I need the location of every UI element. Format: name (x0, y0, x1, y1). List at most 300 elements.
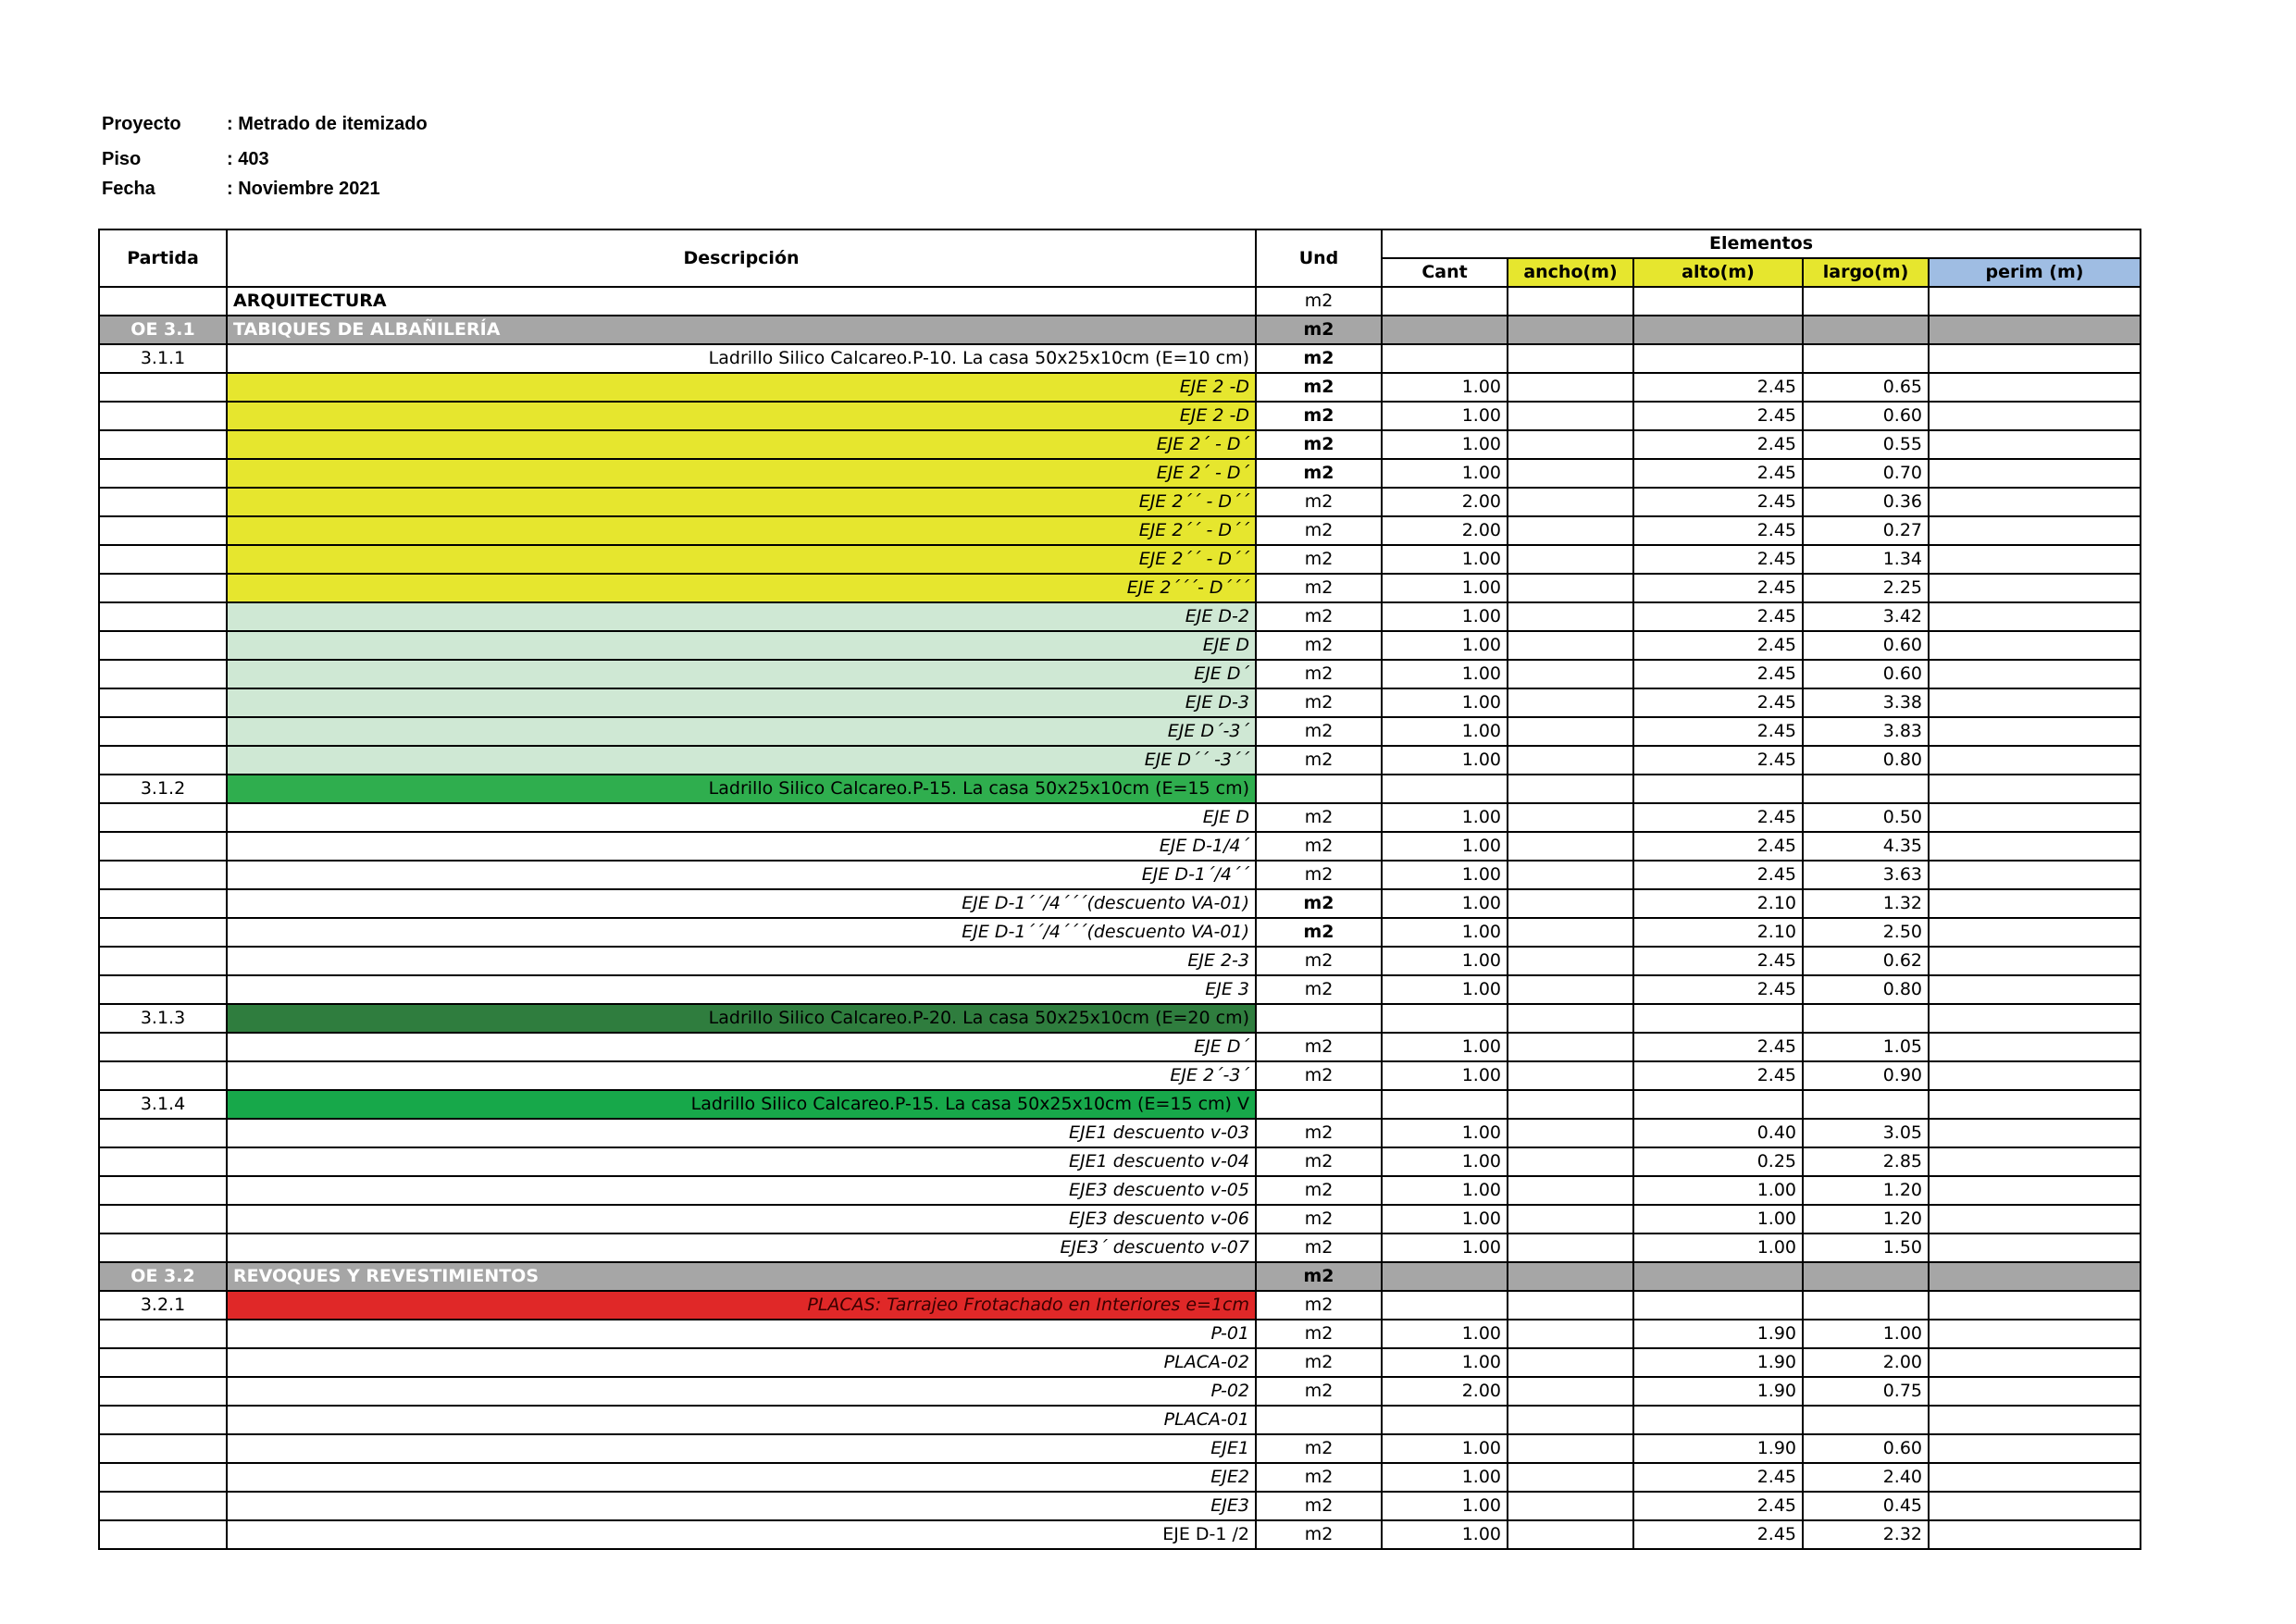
unit-cell: m2 (1256, 488, 1382, 516)
largo-cell: 1.32 (1803, 889, 1929, 918)
perim-cell (1929, 631, 2141, 660)
header-elementos: Elementos (1382, 229, 2141, 258)
alto-cell (1633, 775, 1803, 803)
partida-cell: 3.1.3 (99, 1004, 227, 1033)
largo-cell: 0.75 (1803, 1377, 1929, 1406)
largo-cell (1803, 316, 1929, 344)
largo-cell (1803, 287, 1929, 316)
perim-cell (1929, 1233, 2141, 1262)
ancho-cell (1508, 1205, 1633, 1233)
perim-cell (1929, 746, 2141, 775)
cant-cell: 1.00 (1382, 803, 1508, 832)
unit-cell: m2 (1256, 402, 1382, 430)
largo-cell: 0.50 (1803, 803, 1929, 832)
partida-cell (99, 602, 227, 631)
largo-cell: 1.00 (1803, 1320, 1929, 1348)
perim-cell (1929, 602, 2141, 631)
description-cell: EJE 3 (227, 975, 1256, 1004)
largo-cell: 0.90 (1803, 1061, 1929, 1090)
partida-cell (99, 287, 227, 316)
table-row (99, 1520, 2141, 1549)
partida-cell (99, 1233, 227, 1262)
largo-cell: 1.20 (1803, 1205, 1929, 1233)
ancho-cell (1508, 660, 1633, 688)
unit-cell: m2 (1256, 1348, 1382, 1377)
description-cell: EJE D-2 (227, 602, 1256, 631)
perim-cell (1929, 947, 2141, 975)
partida-cell (99, 1320, 227, 1348)
ancho-cell (1508, 488, 1633, 516)
largo-cell: 1.20 (1803, 1176, 1929, 1205)
partida-cell (99, 631, 227, 660)
largo-cell: 1.50 (1803, 1233, 1929, 1262)
largo-cell: 0.62 (1803, 947, 1929, 975)
largo-cell: 0.70 (1803, 459, 1929, 488)
largo-cell: 3.05 (1803, 1119, 1929, 1147)
largo-cell (1803, 1262, 1929, 1291)
alto-cell: 2.45 (1633, 373, 1803, 402)
ancho-cell (1508, 1377, 1633, 1406)
project-value: : Metrado de itemizado (227, 113, 428, 134)
perim-cell (1929, 832, 2141, 861)
cant-cell: 1.00 (1382, 430, 1508, 459)
alto-cell: 2.45 (1633, 861, 1803, 889)
partida-cell (99, 459, 227, 488)
largo-cell: 1.34 (1803, 545, 1929, 574)
cant-cell: 1.00 (1382, 1061, 1508, 1090)
metrado-table (98, 229, 2141, 1550)
alto-cell: 1.00 (1633, 1176, 1803, 1205)
alto-cell: 2.45 (1633, 1463, 1803, 1492)
largo-cell: 0.36 (1803, 488, 1929, 516)
unit-cell: m2 (1256, 1492, 1382, 1520)
floor-label: Piso (102, 148, 142, 169)
table-row (99, 1147, 2141, 1176)
cant-cell (1382, 1262, 1508, 1291)
cant-cell: 1.00 (1382, 1492, 1508, 1520)
unit-cell: m2 (1256, 1434, 1382, 1463)
description-cell: TABIQUES DE ALBAÑILERÍA (227, 316, 1256, 344)
ancho-cell (1508, 775, 1633, 803)
unit-cell: m2 (1256, 574, 1382, 602)
partida-cell (99, 1348, 227, 1377)
cant-cell: 1.00 (1382, 545, 1508, 574)
description-cell: EJE 2´ - D´ (227, 459, 1256, 488)
perim-cell (1929, 1033, 2141, 1061)
cant-cell: 2.00 (1382, 488, 1508, 516)
cant-cell: 1.00 (1382, 373, 1508, 402)
unit-cell: m2 (1256, 1377, 1382, 1406)
header-alto: alto(m) (1633, 258, 1803, 287)
ancho-cell (1508, 1406, 1633, 1434)
floor-value: : 403 (227, 148, 269, 169)
description-cell: EJE2 (227, 1463, 1256, 1492)
alto-cell (1633, 1291, 1803, 1320)
cant-cell: 1.00 (1382, 1176, 1508, 1205)
description-cell: ARQUITECTURA (227, 287, 1256, 316)
unit-cell: m2 (1256, 688, 1382, 717)
cant-cell: 1.00 (1382, 1348, 1508, 1377)
cant-cell: 1.00 (1382, 1205, 1508, 1233)
table-row (99, 344, 2141, 373)
unit-cell: m2 (1256, 344, 1382, 373)
cant-cell (1382, 344, 1508, 373)
cant-cell: 1.00 (1382, 746, 1508, 775)
partida-cell (99, 1434, 227, 1463)
table-row (99, 631, 2141, 660)
description-cell: EJE D-1 /2 (227, 1520, 1256, 1549)
unit-cell: m2 (1256, 1262, 1382, 1291)
partida-cell (99, 832, 227, 861)
partida-cell (99, 574, 227, 602)
ancho-cell (1508, 1233, 1633, 1262)
table-row (99, 602, 2141, 631)
description-cell: REVOQUES Y REVESTIMIENTOS (227, 1262, 1256, 1291)
header-perim: perim (m) (1929, 258, 2141, 287)
partida-cell (99, 488, 227, 516)
cant-cell: 1.00 (1382, 402, 1508, 430)
cant-cell: 1.00 (1382, 1434, 1508, 1463)
alto-cell (1633, 1262, 1803, 1291)
table-row (99, 1406, 2141, 1434)
unit-cell: m2 (1256, 316, 1382, 344)
alto-cell: 2.45 (1633, 947, 1803, 975)
largo-cell (1803, 1090, 1929, 1119)
table-row (99, 688, 2141, 717)
unit-cell: m2 (1256, 1291, 1382, 1320)
alto-cell: 2.10 (1633, 918, 1803, 947)
perim-cell (1929, 861, 2141, 889)
table-row (99, 775, 2141, 803)
unit-cell: m2 (1256, 1033, 1382, 1061)
description-cell: EJE 2´ - D´ (227, 430, 1256, 459)
perim-cell (1929, 1004, 2141, 1033)
alto-cell: 2.45 (1633, 1492, 1803, 1520)
ancho-cell (1508, 316, 1633, 344)
unit-cell: m2 (1256, 287, 1382, 316)
alto-cell (1633, 344, 1803, 373)
description-cell: EJE1 descuento v-03 (227, 1119, 1256, 1147)
perim-cell (1929, 287, 2141, 316)
ancho-cell (1508, 1492, 1633, 1520)
table-row (99, 1176, 2141, 1205)
unit-cell: m2 (1256, 746, 1382, 775)
perim-cell (1929, 1262, 2141, 1291)
description-cell: EJE D´´ -3´´ (227, 746, 1256, 775)
description-cell: EJE3´ descuento v-07 (227, 1233, 1256, 1262)
ancho-cell (1508, 1262, 1633, 1291)
unit-cell: m2 (1256, 1176, 1382, 1205)
partida-cell (99, 861, 227, 889)
ancho-cell (1508, 717, 1633, 746)
alto-cell: 2.45 (1633, 746, 1803, 775)
largo-cell: 4.35 (1803, 832, 1929, 861)
largo-cell: 0.65 (1803, 373, 1929, 402)
perim-cell (1929, 889, 2141, 918)
ancho-cell (1508, 889, 1633, 918)
unit-cell: m2 (1256, 1061, 1382, 1090)
description-cell: EJE3 descuento v-06 (227, 1205, 1256, 1233)
cant-cell (1382, 1291, 1508, 1320)
partida-cell (99, 1205, 227, 1233)
perim-cell (1929, 1520, 2141, 1549)
cant-cell (1382, 1004, 1508, 1033)
alto-cell: 2.45 (1633, 516, 1803, 545)
largo-cell: 0.55 (1803, 430, 1929, 459)
unit-cell: m2 (1256, 1233, 1382, 1262)
ancho-cell (1508, 1520, 1633, 1549)
unit-cell: m2 (1256, 717, 1382, 746)
description-cell: EJE D-1´´/4´´´(descuento VA-01) (227, 889, 1256, 918)
description-cell: Ladrillo Silico Calcareo.P-10. La casa 50x25x10cm (E=10 cm) (227, 344, 1256, 373)
table-row (99, 1463, 2141, 1492)
ancho-cell (1508, 602, 1633, 631)
ancho-cell (1508, 1090, 1633, 1119)
partida-cell (99, 975, 227, 1004)
ancho-cell (1508, 287, 1633, 316)
description-cell: EJE D-1´/4´´ (227, 861, 1256, 889)
perim-cell (1929, 1348, 2141, 1377)
alto-cell: 2.45 (1633, 975, 1803, 1004)
perim-cell (1929, 688, 2141, 717)
partida-cell: OE 3.1 (99, 316, 227, 344)
table-row (99, 1434, 2141, 1463)
partida-cell (99, 373, 227, 402)
ancho-cell (1508, 688, 1633, 717)
table-row (99, 1291, 2141, 1320)
largo-cell (1803, 775, 1929, 803)
largo-cell: 2.25 (1803, 574, 1929, 602)
cant-cell: 2.00 (1382, 516, 1508, 545)
cant-cell: 2.00 (1382, 1377, 1508, 1406)
table-row (99, 832, 2141, 861)
unit-cell: m2 (1256, 602, 1382, 631)
partida-cell (99, 1492, 227, 1520)
ancho-cell (1508, 1291, 1633, 1320)
description-cell: EJE 2´´ - D´´ (227, 545, 1256, 574)
cant-cell: 1.00 (1382, 1320, 1508, 1348)
description-cell: Ladrillo Silico Calcareo.P-20. La casa 50x25x10cm (E=20 cm) (227, 1004, 1256, 1033)
table-row (99, 889, 2141, 918)
perim-cell (1929, 1377, 2141, 1406)
perim-cell (1929, 717, 2141, 746)
perim-cell (1929, 1090, 2141, 1119)
description-cell: EJE3 (227, 1492, 1256, 1520)
cant-cell: 1.00 (1382, 1463, 1508, 1492)
alto-cell: 2.45 (1633, 574, 1803, 602)
table-row (99, 545, 2141, 574)
perim-cell (1929, 803, 2141, 832)
largo-cell: 3.63 (1803, 861, 1929, 889)
alto-cell: 2.45 (1633, 402, 1803, 430)
unit-cell: m2 (1256, 459, 1382, 488)
description-cell: PLACA-01 (227, 1406, 1256, 1434)
header-ancho: ancho(m) (1508, 258, 1633, 287)
cant-cell: 1.00 (1382, 1147, 1508, 1176)
alto-cell: 1.00 (1633, 1205, 1803, 1233)
largo-cell: 0.60 (1803, 631, 1929, 660)
table-row (99, 1262, 2141, 1291)
alto-cell: 0.25 (1633, 1147, 1803, 1176)
cant-cell (1382, 775, 1508, 803)
alto-cell (1633, 316, 1803, 344)
perim-cell (1929, 918, 2141, 947)
unit-cell: m2 (1256, 861, 1382, 889)
unit-cell: m2 (1256, 516, 1382, 545)
perim-cell (1929, 488, 2141, 516)
table-row (99, 1004, 2141, 1033)
alto-cell: 1.90 (1633, 1377, 1803, 1406)
table-row (99, 488, 2141, 516)
ancho-cell (1508, 373, 1633, 402)
perim-cell (1929, 975, 2141, 1004)
description-cell: EJE D (227, 631, 1256, 660)
unit-cell: m2 (1256, 373, 1382, 402)
unit-cell: m2 (1256, 947, 1382, 975)
ancho-cell (1508, 918, 1633, 947)
description-cell: EJE1 (227, 1434, 1256, 1463)
ancho-cell (1508, 516, 1633, 545)
partida-cell (99, 746, 227, 775)
perim-cell (1929, 344, 2141, 373)
partida-cell: 3.1.4 (99, 1090, 227, 1119)
unit-cell (1256, 1090, 1382, 1119)
perim-cell (1929, 1406, 2141, 1434)
description-cell: EJE1 descuento v-04 (227, 1147, 1256, 1176)
table-row (99, 803, 2141, 832)
description-cell: EJE D´-3´ (227, 717, 1256, 746)
ancho-cell (1508, 746, 1633, 775)
unit-cell (1256, 1406, 1382, 1434)
largo-cell (1803, 1004, 1929, 1033)
table-row (99, 1090, 2141, 1119)
partida-cell (99, 545, 227, 574)
table-row (99, 1233, 2141, 1262)
alto-cell: 2.45 (1633, 832, 1803, 861)
description-cell: EJE3 descuento v-05 (227, 1176, 1256, 1205)
alto-cell: 2.45 (1633, 717, 1803, 746)
alto-cell: 2.10 (1633, 889, 1803, 918)
largo-cell: 0.60 (1803, 402, 1929, 430)
largo-cell: 2.85 (1803, 1147, 1929, 1176)
alto-cell: 2.45 (1633, 545, 1803, 574)
floor-row (102, 144, 428, 174)
largo-cell: 0.60 (1803, 1434, 1929, 1463)
perim-cell (1929, 1205, 2141, 1233)
description-cell: P-01 (227, 1320, 1256, 1348)
table-row (99, 1119, 2141, 1147)
unit-cell: m2 (1256, 545, 1382, 574)
table-row (99, 316, 2141, 344)
table-row (99, 660, 2141, 688)
alto-cell (1633, 287, 1803, 316)
table-row (99, 717, 2141, 746)
description-cell: PLACAS: Tarrajeo Frotachado en Interiores e=1cm (227, 1291, 1256, 1320)
largo-cell: 2.50 (1803, 918, 1929, 947)
table-row (99, 516, 2141, 545)
unit-cell: m2 (1256, 1147, 1382, 1176)
table-row (99, 1348, 2141, 1377)
ancho-cell (1508, 430, 1633, 459)
project-row (102, 109, 428, 139)
ancho-cell (1508, 1348, 1633, 1377)
table-row (99, 861, 2141, 889)
header-descripcion: Descripción (227, 229, 1256, 287)
description-cell: EJE 2´´ - D´´ (227, 488, 1256, 516)
table-header (99, 229, 2141, 287)
perim-cell (1929, 545, 2141, 574)
description-cell: EJE D-1´´/4´´´(descuento VA-01) (227, 918, 1256, 947)
alto-cell: 2.45 (1633, 688, 1803, 717)
partida-cell (99, 1176, 227, 1205)
ancho-cell (1508, 1176, 1633, 1205)
perim-cell (1929, 660, 2141, 688)
ancho-cell (1508, 545, 1633, 574)
partida-cell (99, 1406, 227, 1434)
unit-cell: m2 (1256, 1320, 1382, 1348)
unit-cell: m2 (1256, 803, 1382, 832)
cant-cell (1382, 287, 1508, 316)
alto-cell: 2.45 (1633, 1061, 1803, 1090)
ancho-cell (1508, 861, 1633, 889)
ancho-cell (1508, 574, 1633, 602)
table-row (99, 1377, 2141, 1406)
description-cell: EJE D´ (227, 1033, 1256, 1061)
alto-cell (1633, 1406, 1803, 1434)
cant-cell: 1.00 (1382, 1119, 1508, 1147)
partida-cell (99, 402, 227, 430)
partida-cell: 3.1.1 (99, 344, 227, 373)
cant-cell: 1.00 (1382, 861, 1508, 889)
description-cell: EJE D´ (227, 660, 1256, 688)
description-cell: EJE D-1/4´ (227, 832, 1256, 861)
perim-cell (1929, 1176, 2141, 1205)
cant-cell: 1.00 (1382, 660, 1508, 688)
alto-cell: 2.45 (1633, 488, 1803, 516)
unit-cell: m2 (1256, 1520, 1382, 1549)
description-cell: EJE 2 -D (227, 402, 1256, 430)
table-row (99, 574, 2141, 602)
partida-cell (99, 803, 227, 832)
cant-cell: 1.00 (1382, 631, 1508, 660)
table-row (99, 459, 2141, 488)
partida-cell: 3.2.1 (99, 1291, 227, 1320)
table-row (99, 746, 2141, 775)
largo-cell: 3.42 (1803, 602, 1929, 631)
cant-cell (1382, 316, 1508, 344)
description-cell: EJE D-3 (227, 688, 1256, 717)
table-row (99, 975, 2141, 1004)
ancho-cell (1508, 975, 1633, 1004)
alto-cell: 1.90 (1633, 1348, 1803, 1377)
partida-cell (99, 717, 227, 746)
cant-cell: 1.00 (1382, 918, 1508, 947)
cant-cell: 1.00 (1382, 947, 1508, 975)
date-row (102, 174, 428, 204)
perim-cell (1929, 373, 2141, 402)
partida-cell (99, 1520, 227, 1549)
largo-cell: 0.80 (1803, 975, 1929, 1004)
table-row (99, 1320, 2141, 1348)
largo-cell: 1.05 (1803, 1033, 1929, 1061)
unit-cell: m2 (1256, 1205, 1382, 1233)
cant-cell: 1.00 (1382, 459, 1508, 488)
table-row (99, 918, 2141, 947)
unit-cell: m2 (1256, 1119, 1382, 1147)
document-header (102, 109, 428, 204)
ancho-cell (1508, 1434, 1633, 1463)
ancho-cell (1508, 803, 1633, 832)
